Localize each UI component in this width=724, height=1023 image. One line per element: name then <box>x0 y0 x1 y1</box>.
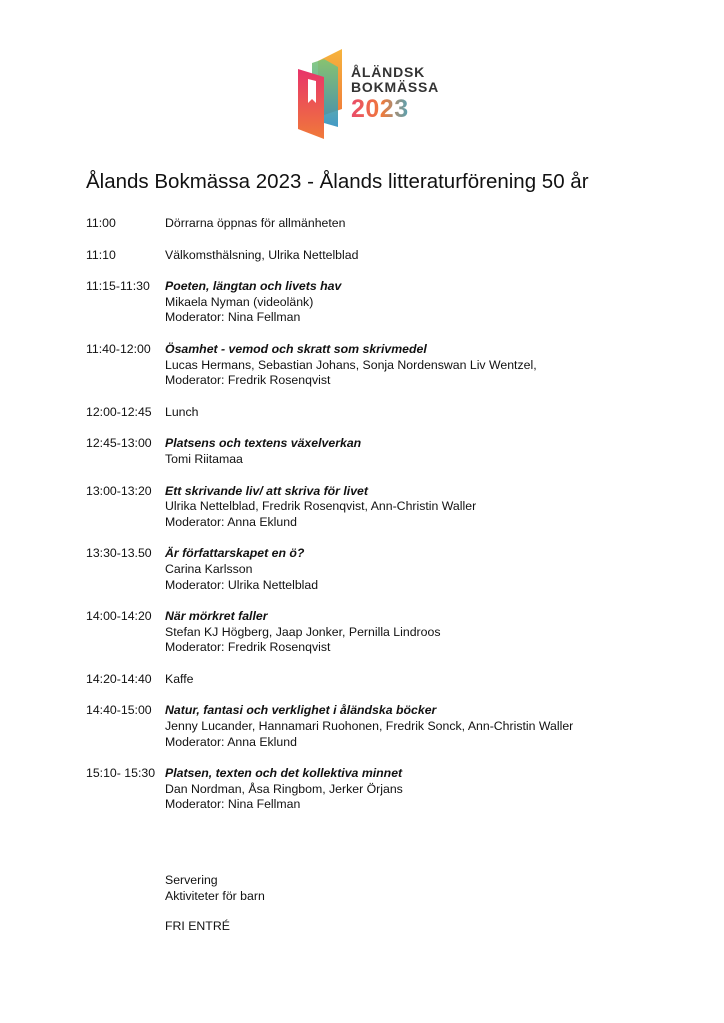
schedule-item <box>86 672 706 688</box>
schedule-item <box>86 436 706 467</box>
session-title: Natur, fantasi och verklighet i åländska böcker <box>165 703 437 718</box>
schedule-time: 15:10- 15:30 <box>86 766 156 781</box>
schedule-time: 12:45-13:00 <box>86 436 152 451</box>
session-moderator: Moderator: Nina Fellman <box>165 310 301 325</box>
session-moderator: Moderator: Anna Eklund <box>165 734 297 749</box>
schedule-item <box>86 609 706 656</box>
schedule-item <box>86 546 706 593</box>
schedule-time: 11:00 <box>86 216 116 230</box>
schedule-body <box>165 546 706 593</box>
schedule-item <box>86 279 706 326</box>
session-moderator: Moderator: Ulrika Nettelblad <box>165 577 319 592</box>
session-title: Ett skrivande liv/ att skriva för livet <box>165 483 368 498</box>
schedule-time: 14:40-15:00 <box>86 703 152 718</box>
schedule-body <box>165 436 706 467</box>
session-detail: Tomi Riitamaa <box>165 451 243 466</box>
session-moderator: Moderator: Fredrik Rosenqvist <box>165 373 331 388</box>
footer-activities: Aktiviteter för barn <box>165 888 265 903</box>
schedule-time: 11:40-12:00 <box>86 341 151 356</box>
logo-wordmark <box>351 65 439 123</box>
schedule-item <box>86 766 706 813</box>
session-title: Är författarskapet en ö? <box>165 546 305 561</box>
schedule-time: 14:00-14:20 <box>86 609 152 624</box>
schedule-body <box>165 279 706 326</box>
schedule-item <box>86 216 706 232</box>
schedule-item <box>86 484 706 531</box>
session-detail: Mikaela Nyman (videolänk) <box>165 294 314 309</box>
schedule-body <box>165 766 706 813</box>
book-pages-icon <box>296 47 348 143</box>
schedule-body <box>165 672 706 688</box>
schedule-body <box>165 342 706 389</box>
schedule-time: 14:20-14:40 <box>86 671 152 686</box>
schedule-body <box>165 609 706 656</box>
session-detail: Lucas Hermans, Sebastian Johans, Sonja Nordenswan Liv Wentzel, <box>165 357 537 372</box>
schedule-body <box>165 484 706 531</box>
session-title: När mörkret faller <box>165 609 268 624</box>
session-detail: Dörrarna öppnas för allmänheten <box>165 216 346 230</box>
schedule-body <box>165 248 706 264</box>
session-detail: Jenny Lucander, Hannamari Ruohonen, Fredrik Sonck, Ann-Christin Waller <box>165 719 574 734</box>
session-detail: Stefan KJ Högberg, Jaap Jonker, Pernilla Lindroos <box>165 624 441 639</box>
session-title: Platsens och textens växelverkan <box>165 436 362 451</box>
schedule-body <box>165 216 706 232</box>
session-detail: Dan Nordman, Åsa Ringbom, Jerker Örjans <box>165 781 403 796</box>
footer-notes <box>165 873 265 935</box>
session-moderator: Moderator: Fredrik Rosenqvist <box>165 640 331 655</box>
schedule-time: 11:10 <box>86 247 116 262</box>
session-detail: Kaffe <box>165 671 194 686</box>
schedule-item <box>86 248 706 264</box>
event-logo <box>296 47 440 143</box>
schedule-time: 13:30-13.50 <box>86 546 152 561</box>
schedule-body <box>165 405 706 421</box>
schedule-item <box>86 405 706 421</box>
program-schedule <box>86 216 706 829</box>
footer-servering: Servering <box>165 873 218 887</box>
logo-year: 2023 <box>351 95 439 123</box>
session-detail: Ulrika Nettelblad, Fredrik Rosenqvist, Ann-Christin Waller <box>165 499 477 514</box>
schedule-item <box>86 342 706 389</box>
session-detail: Carina Karlsson <box>165 561 253 576</box>
document-title: Ålands Bokmässa 2023 - Ålands litteraturförening 50 år <box>86 170 589 193</box>
footer-free-entry: FRI ENTRÉ <box>165 919 230 934</box>
session-moderator: Moderator: Anna Eklund <box>165 514 297 529</box>
logo-line-1: ÅLÄNDSK <box>351 64 426 80</box>
session-moderator: Moderator: Nina Fellman <box>165 797 301 812</box>
session-title: Poeten, längtan och livets hav <box>165 279 342 294</box>
session-detail: Lunch <box>165 404 199 419</box>
schedule-item <box>86 703 706 750</box>
logo-line-2: BOKMÄSSA <box>351 79 440 95</box>
schedule-time: 11:15-11:30 <box>86 279 150 294</box>
session-title: Ösamhet - vemod och skratt som skrivmedel <box>165 341 427 356</box>
schedule-time: 13:00-13:20 <box>86 483 152 498</box>
schedule-body <box>165 703 706 750</box>
schedule-time: 12:00-12:45 <box>86 404 152 419</box>
session-detail: Välkomsthälsning, Ulrika Nettelblad <box>165 247 359 262</box>
session-title: Platsen, texten och det kollektiva minnet <box>165 766 403 781</box>
